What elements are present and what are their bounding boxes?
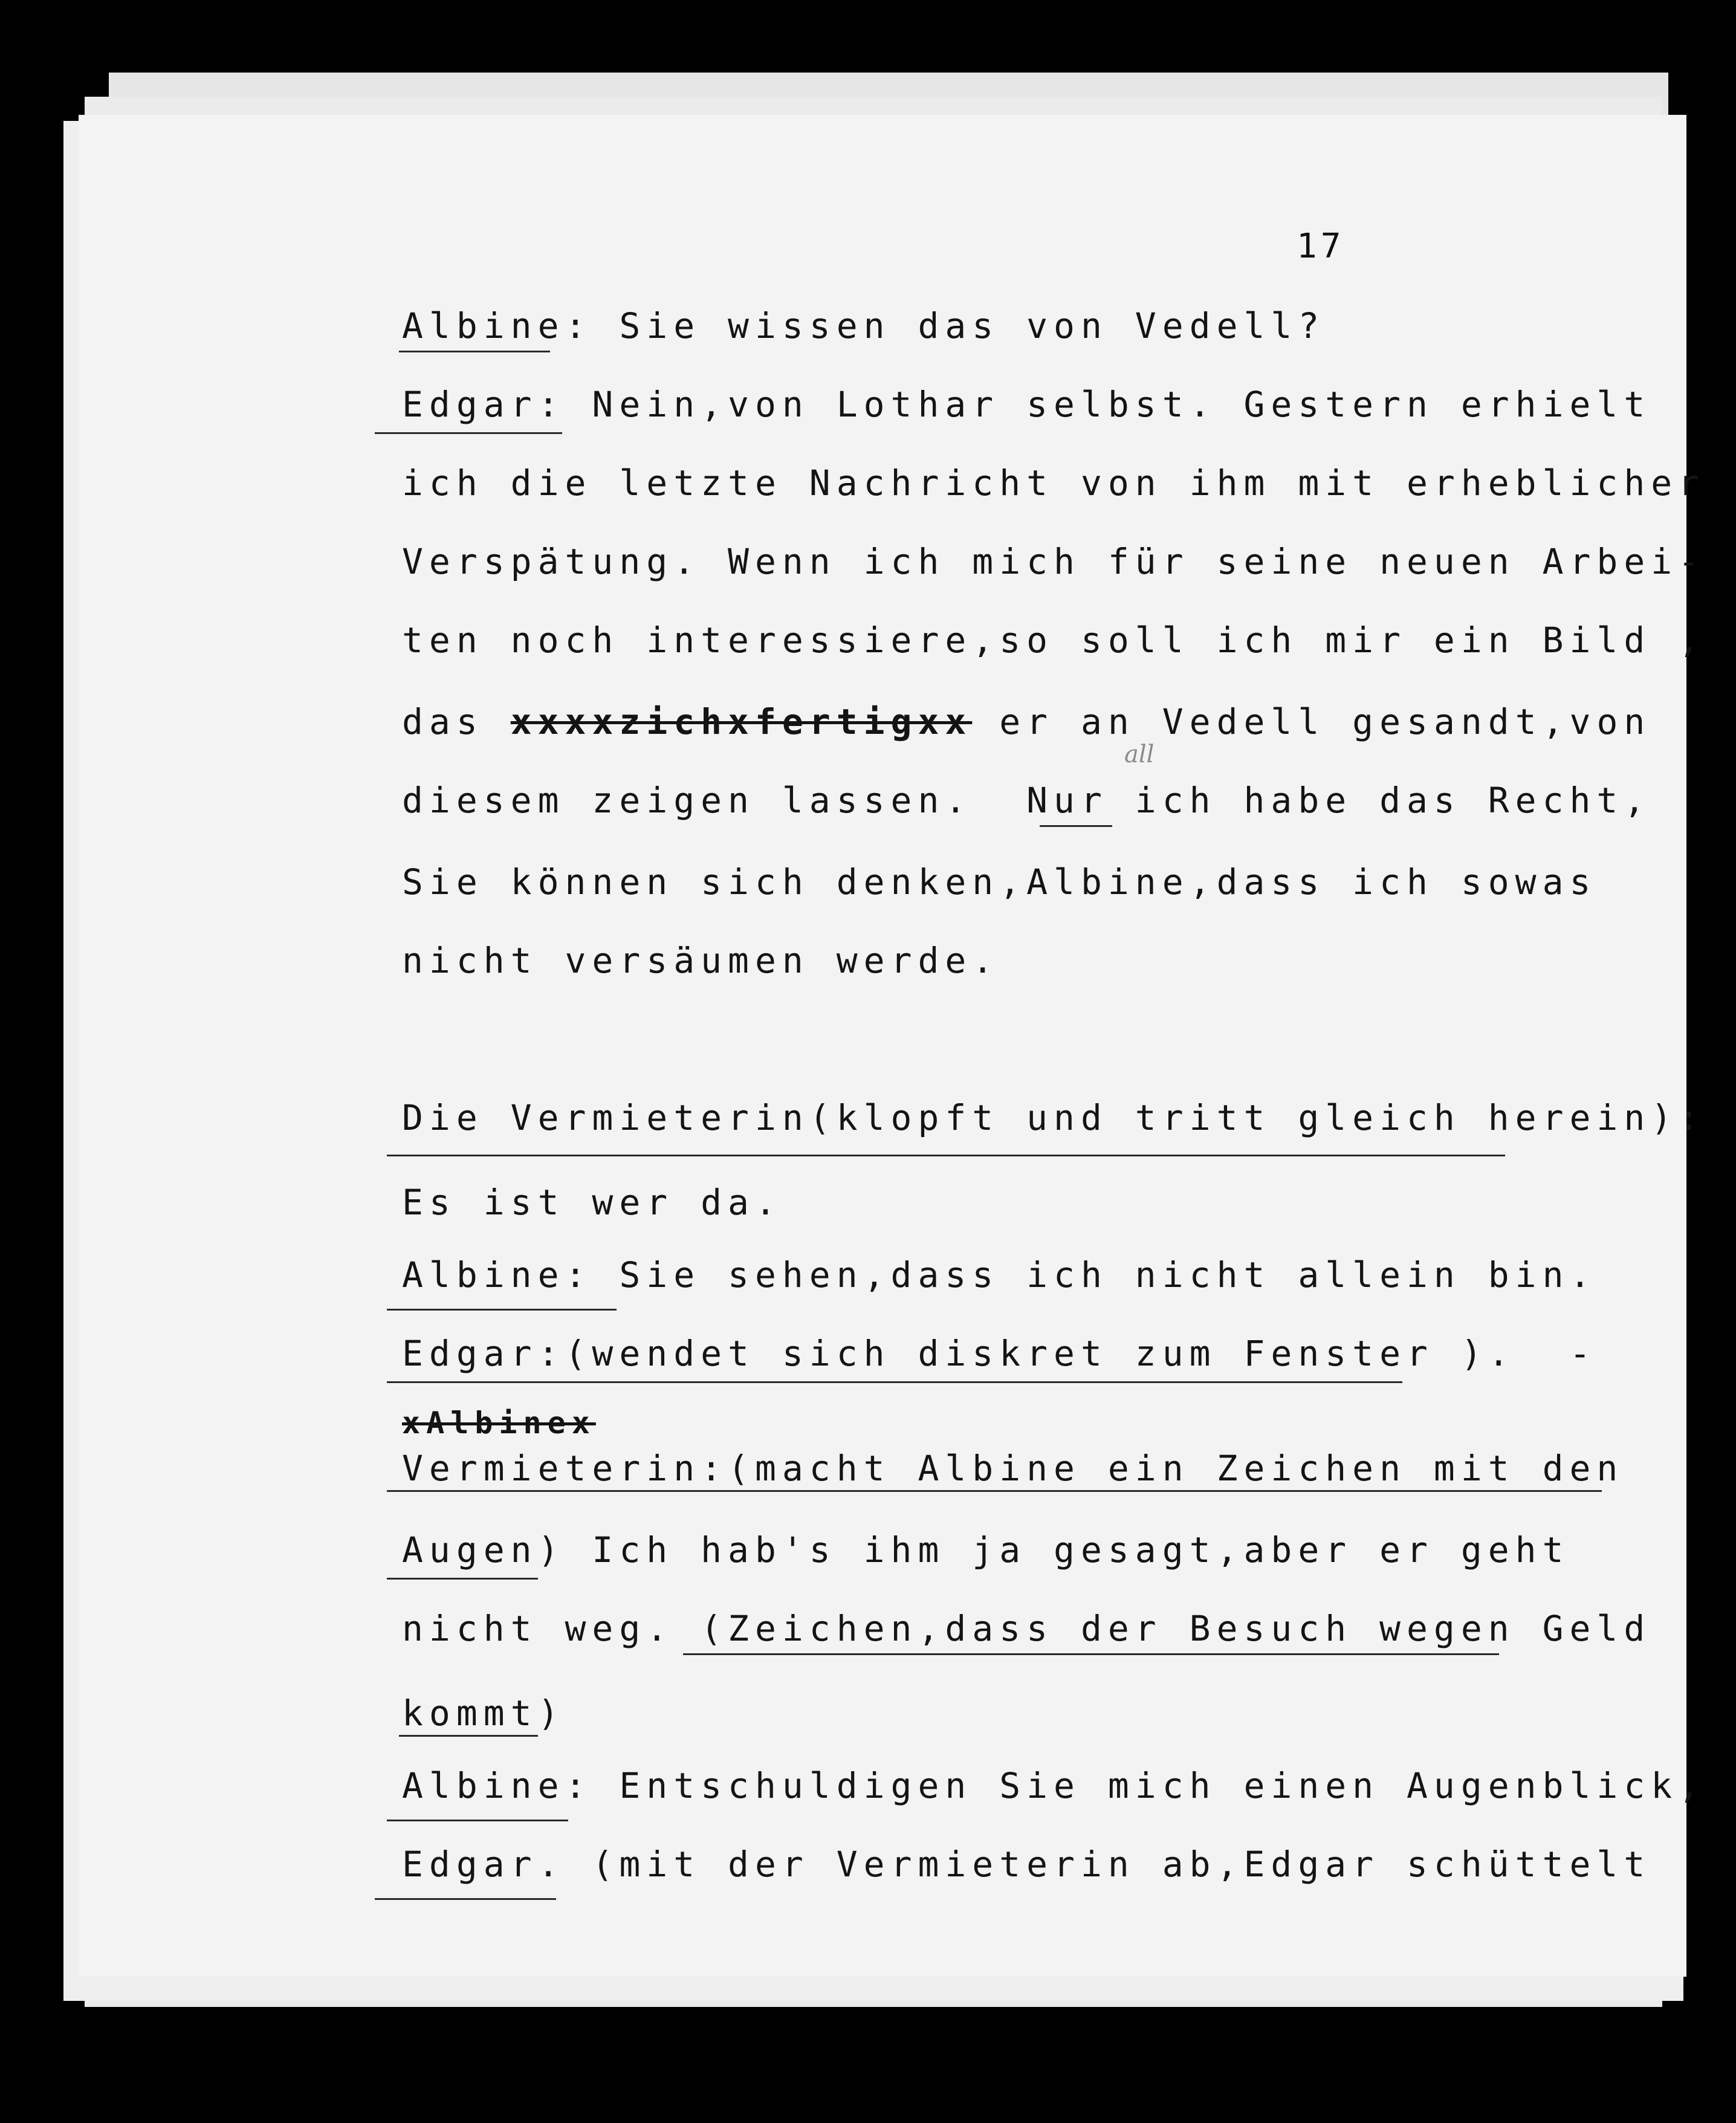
pencil-underline [1040, 825, 1112, 827]
text-line: Es ist wer da. [402, 1182, 782, 1223]
stage-direction-underline [387, 1155, 1505, 1156]
text-line: Verspätung. Wenn ich mich für seine neuen Arbei- [402, 541, 1706, 582]
text-fragment: das [402, 701, 484, 742]
text-line: ten noch interessiere,so soll ich mir ein Bild , [402, 620, 1706, 661]
text-line: Vermieterin:(macht Albine ein Zeichen mit den [402, 1448, 1624, 1489]
text-line: Die Vermieterin(klopft und tritt gleich herein): [402, 1097, 1706, 1138]
stage-direction-underline [387, 1381, 1402, 1383]
text-line: Albine: Sie sehen,dass ich nicht allein bin. [402, 1254, 1597, 1295]
stage-direction-underline [387, 1490, 1602, 1492]
speaker-underline [399, 351, 550, 352]
text-line: Albine: Entschuldigen Sie mich einen Augenblick, [402, 1765, 1706, 1806]
text-line: nicht weg. (Zeichen,dass der Besuch wegen Geld [402, 1608, 1651, 1649]
stage-direction-underline [399, 1735, 538, 1737]
text-line: ich die letzte Nachricht von ihm mit erheblicher [402, 462, 1706, 504]
text-line: Edgar: Nein,von Lothar selbst. Gestern erhielt [402, 384, 1651, 425]
text-line: nicht versäumen werde. [402, 940, 1000, 981]
text-line: Augen) Ich hab's ihm ja gesagt,aber er geht [402, 1529, 1570, 1570]
stage-direction-underline [387, 1578, 538, 1580]
text-line: kommt) [402, 1693, 565, 1734]
struck-out-text: xxxxzichxfertigxx [510, 701, 973, 742]
speaker-underline [375, 432, 562, 434]
text-fragment: er an Vedell gesandt,von [999, 701, 1651, 742]
text-line: Albine: Sie wissen das von Vedell? [402, 305, 1326, 346]
text-line: Edgar:(wendet sich diskret zum Fenster ). - [402, 1333, 1597, 1374]
speaker-underline [387, 1309, 617, 1311]
speaker-underline [375, 1898, 556, 1900]
struck-out-text: xAlbinex [402, 1405, 596, 1441]
text-line: Sie können sich denken,Albine,dass ich sowas [402, 861, 1597, 903]
text-line [402, 701, 1651, 742]
pencil-annotation: all [1124, 741, 1155, 768]
page-number: 17 [1297, 227, 1345, 266]
text-line: Edgar. (mit der Vermieterin ab,Edgar schüttelt [402, 1844, 1651, 1885]
text-line: diesem zeigen lassen. Nur ich habe das Recht, [402, 780, 1651, 821]
stage-direction-underline [683, 1653, 1499, 1655]
speaker-underline [387, 1820, 568, 1821]
